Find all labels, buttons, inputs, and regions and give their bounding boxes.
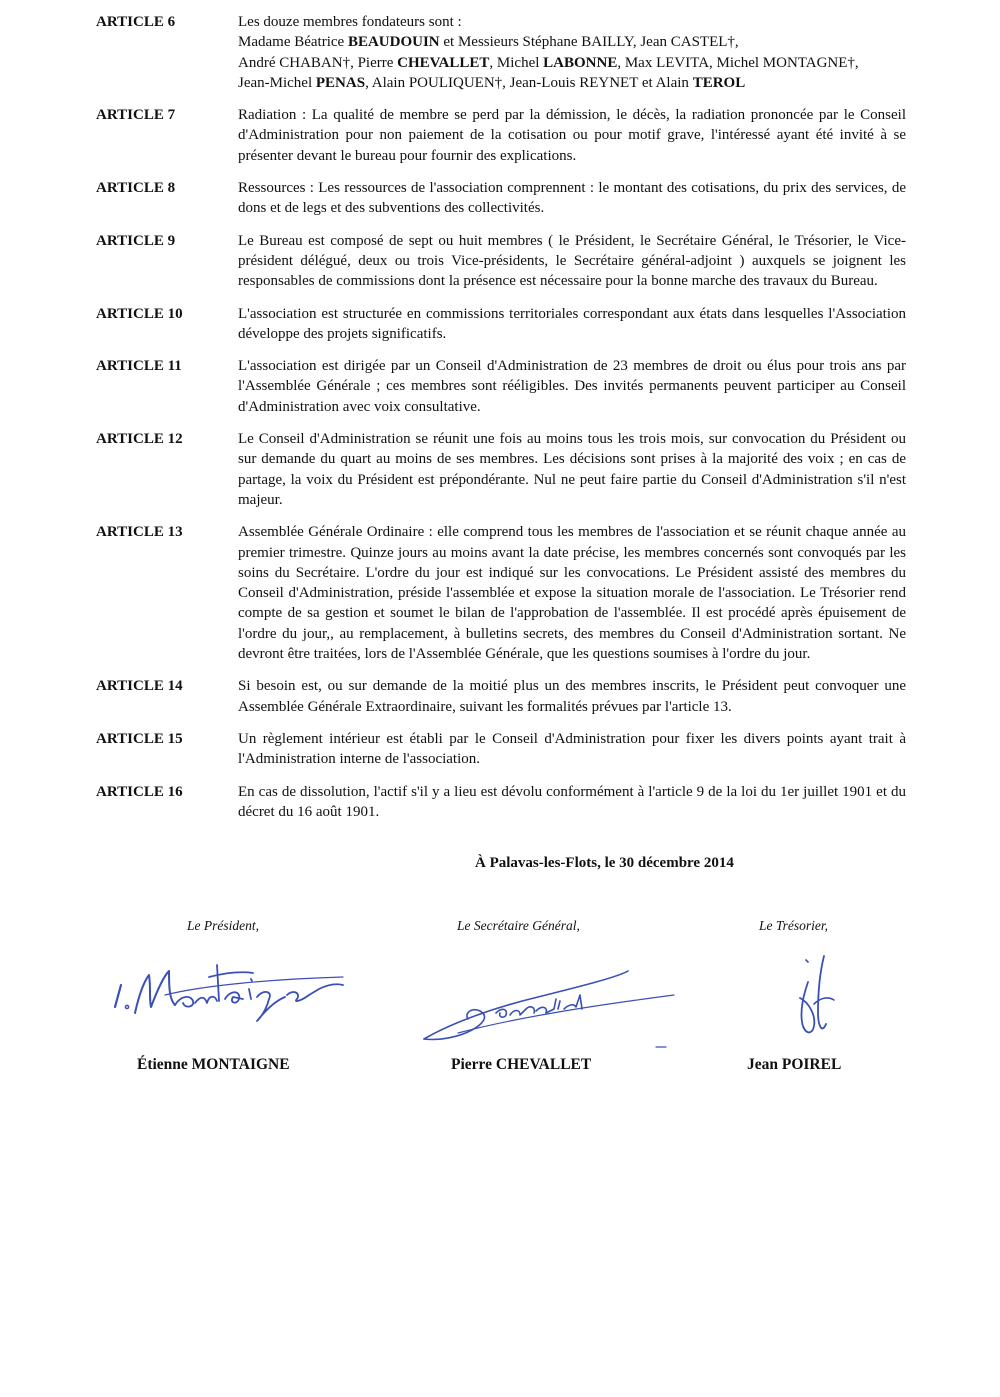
president-signature-image: [105, 955, 350, 1030]
article-12: [96, 429, 906, 510]
article-label: ARTICLE 16: [96, 783, 183, 800]
article-text: Radiation : La qualité de membre se perd par la démission, le décès, la radiation prononcée par le Conseil d'Administration pour non paiement de la cotisation ou pour motif grave, l'intéressé ayant été invité à se présenter devant le bureau pour fournir des explications.: [238, 107, 906, 164]
article-6: [96, 12, 906, 93]
article-label: ARTICLE 15: [96, 730, 183, 747]
article-8: [96, 178, 906, 219]
article-text: Le Bureau est composé de sept ou huit membres ( le Président, le Secrétaire Général, le Trésorier, le Vice-président délégué, deux ou trois Vice-présidents, le Secrétaire général-adjoint ) auxquels se joignent les responsables de commissions dont la présence est nécessaire pour la bonne marche des travaux du Bureau.: [238, 232, 906, 290]
article-16: [96, 782, 906, 823]
article-label: ARTICLE 6: [96, 14, 176, 30]
article-text: Le Conseil d'Administration se réunit une fois au moins tous les trois mois, sur convocation du Président ou sur demande du quart au moins de ses membres. Les décisions sont prises à la majorité des voix ; en cas de partage, la voix du Président est prépondérante. Nul ne peut faire partie du Conseil d'Administration s'il n'est majeur.: [238, 431, 906, 508]
treasurer-signature-image: [790, 952, 850, 1042]
founder-text: Madame Béatrice: [238, 34, 348, 51]
article-label: ARTICLE 9: [96, 232, 176, 249]
article-9: [96, 231, 906, 292]
article-text: Si besoin est, ou sur demande de la moitié plus un des membres inscrits, le Président peut convoquer une Assemblée Générale Extraordinaire, suivant les formalités prévues par l'article 13.: [238, 678, 906, 715]
articles-list: [96, 12, 906, 834]
article-label: ARTICLE 14: [96, 678, 183, 695]
signatory-role-president: Le Président,: [187, 918, 259, 933]
founders-line-1: [238, 32, 906, 52]
article-label: ARTICLE 10: [96, 305, 183, 322]
founders-line-3: [238, 73, 906, 93]
article-text: [238, 12, 906, 93]
founder-surname: BEAUDOUIN: [347, 34, 440, 51]
article-7: [96, 105, 906, 166]
founder-text: , Max LEVITA, Michel MONTAGNE†,: [617, 54, 859, 71]
founder-text: et Messieurs Stéphane BAILLY, Jean CASTEL†,: [439, 34, 739, 51]
article-text: Assemblée Générale Ordinaire : elle comprend tous les membres de l'association et se réunit chaque année au premier trimestre. Quinze jours au moins avant la date précise, les membres concernés sont convoqués par les soins du Secrétaire. L'ordre du jour est indiqué sur les convocations. Le Président assisté des membres du Conseil d'Administration, préside l'assemblée et expose la situation morale de l'association. Le Trésorier rend compte de sa gestion et soumet le bilan de l'approbation de l'assemblée. Il est procédé après épuisement de l'ordre du jour,, au remplacement, à bulletins secrets, des membres du Conseil d'Administration sortant. Ne devront être traitées, lors de l'Assemblée Générale, que les questions soumises à l'ordre du jour.: [238, 524, 906, 663]
article-label: ARTICLE 7: [96, 107, 176, 124]
founder-surname: CHEVALLET: [397, 54, 490, 71]
article-label: ARTICLE 13: [96, 524, 183, 541]
article-text: Ressources : Les ressources de l'association comprennent : le montant des cotisations, du prix des services, de dons et de legs et des subventions des collectivités.: [238, 180, 906, 217]
signatory-name-secretary: Pierre CHEVALLET: [451, 1056, 592, 1073]
signatory-name-president: Étienne MONTAIGNE: [137, 1056, 290, 1073]
article-10: [96, 304, 906, 345]
founder-surname: PENAS: [315, 74, 366, 91]
founder-text: Jean-Michel: [238, 74, 316, 91]
founder-text: , Michel: [489, 54, 544, 71]
article-14: [96, 676, 906, 717]
signatory-role-secretary: Le Secrétaire Général,: [457, 918, 580, 933]
signatory-role-treasurer: Le Trésorier,: [759, 918, 829, 933]
article-13: [96, 522, 906, 664]
founders-line-2: [238, 53, 906, 73]
article-text: L'association est structurée en commissions territoriales correspondant aux états dans lesquelles l'Association développe des projets significatifs.: [238, 305, 906, 342]
founder-text: André CHABAN†, Pierre: [238, 54, 398, 71]
article-label: ARTICLE 11: [96, 358, 182, 375]
article-text: Un règlement intérieur est établi par le Conseil d'Administration pour fixer les divers points ayant trait à l'Administration interne de l'association.: [238, 730, 906, 768]
place-date: À Palavas-les-Flots, le 30 décembre 2014: [475, 855, 734, 871]
article-label: ARTICLE 12: [96, 431, 183, 448]
article-text: L'association est dirigée par un Conseil d'Administration de 23 membres de droit ou élus pour trois ans par l'Assemblée Générale ; ces membres sont rééligibles. Des invités permanents peuvent participer au Conseil d'Administration avec voix consultative.: [238, 358, 906, 415]
article-11: [96, 356, 906, 417]
founder-text: , Alain POULIQUEN†, Jean-Louis REYNET et Alain: [365, 74, 693, 91]
article-intro: Les douze membres fondateurs sont :: [238, 14, 462, 30]
founder-surname: LABONNE: [543, 54, 618, 71]
article-15: [96, 729, 906, 770]
secretary-signature-image: [418, 965, 678, 1050]
signatory-name-treasurer: Jean POIREL: [747, 1056, 842, 1073]
founder-surname: TEROL: [692, 74, 746, 91]
article-label: ARTICLE 8: [96, 180, 176, 197]
article-text: En cas de dissolution, l'actif s'il y a lieu est dévolu conformément à l'article 9 de la loi du 1er juillet 1901 et du décret du 16 août 1901.: [238, 783, 906, 820]
